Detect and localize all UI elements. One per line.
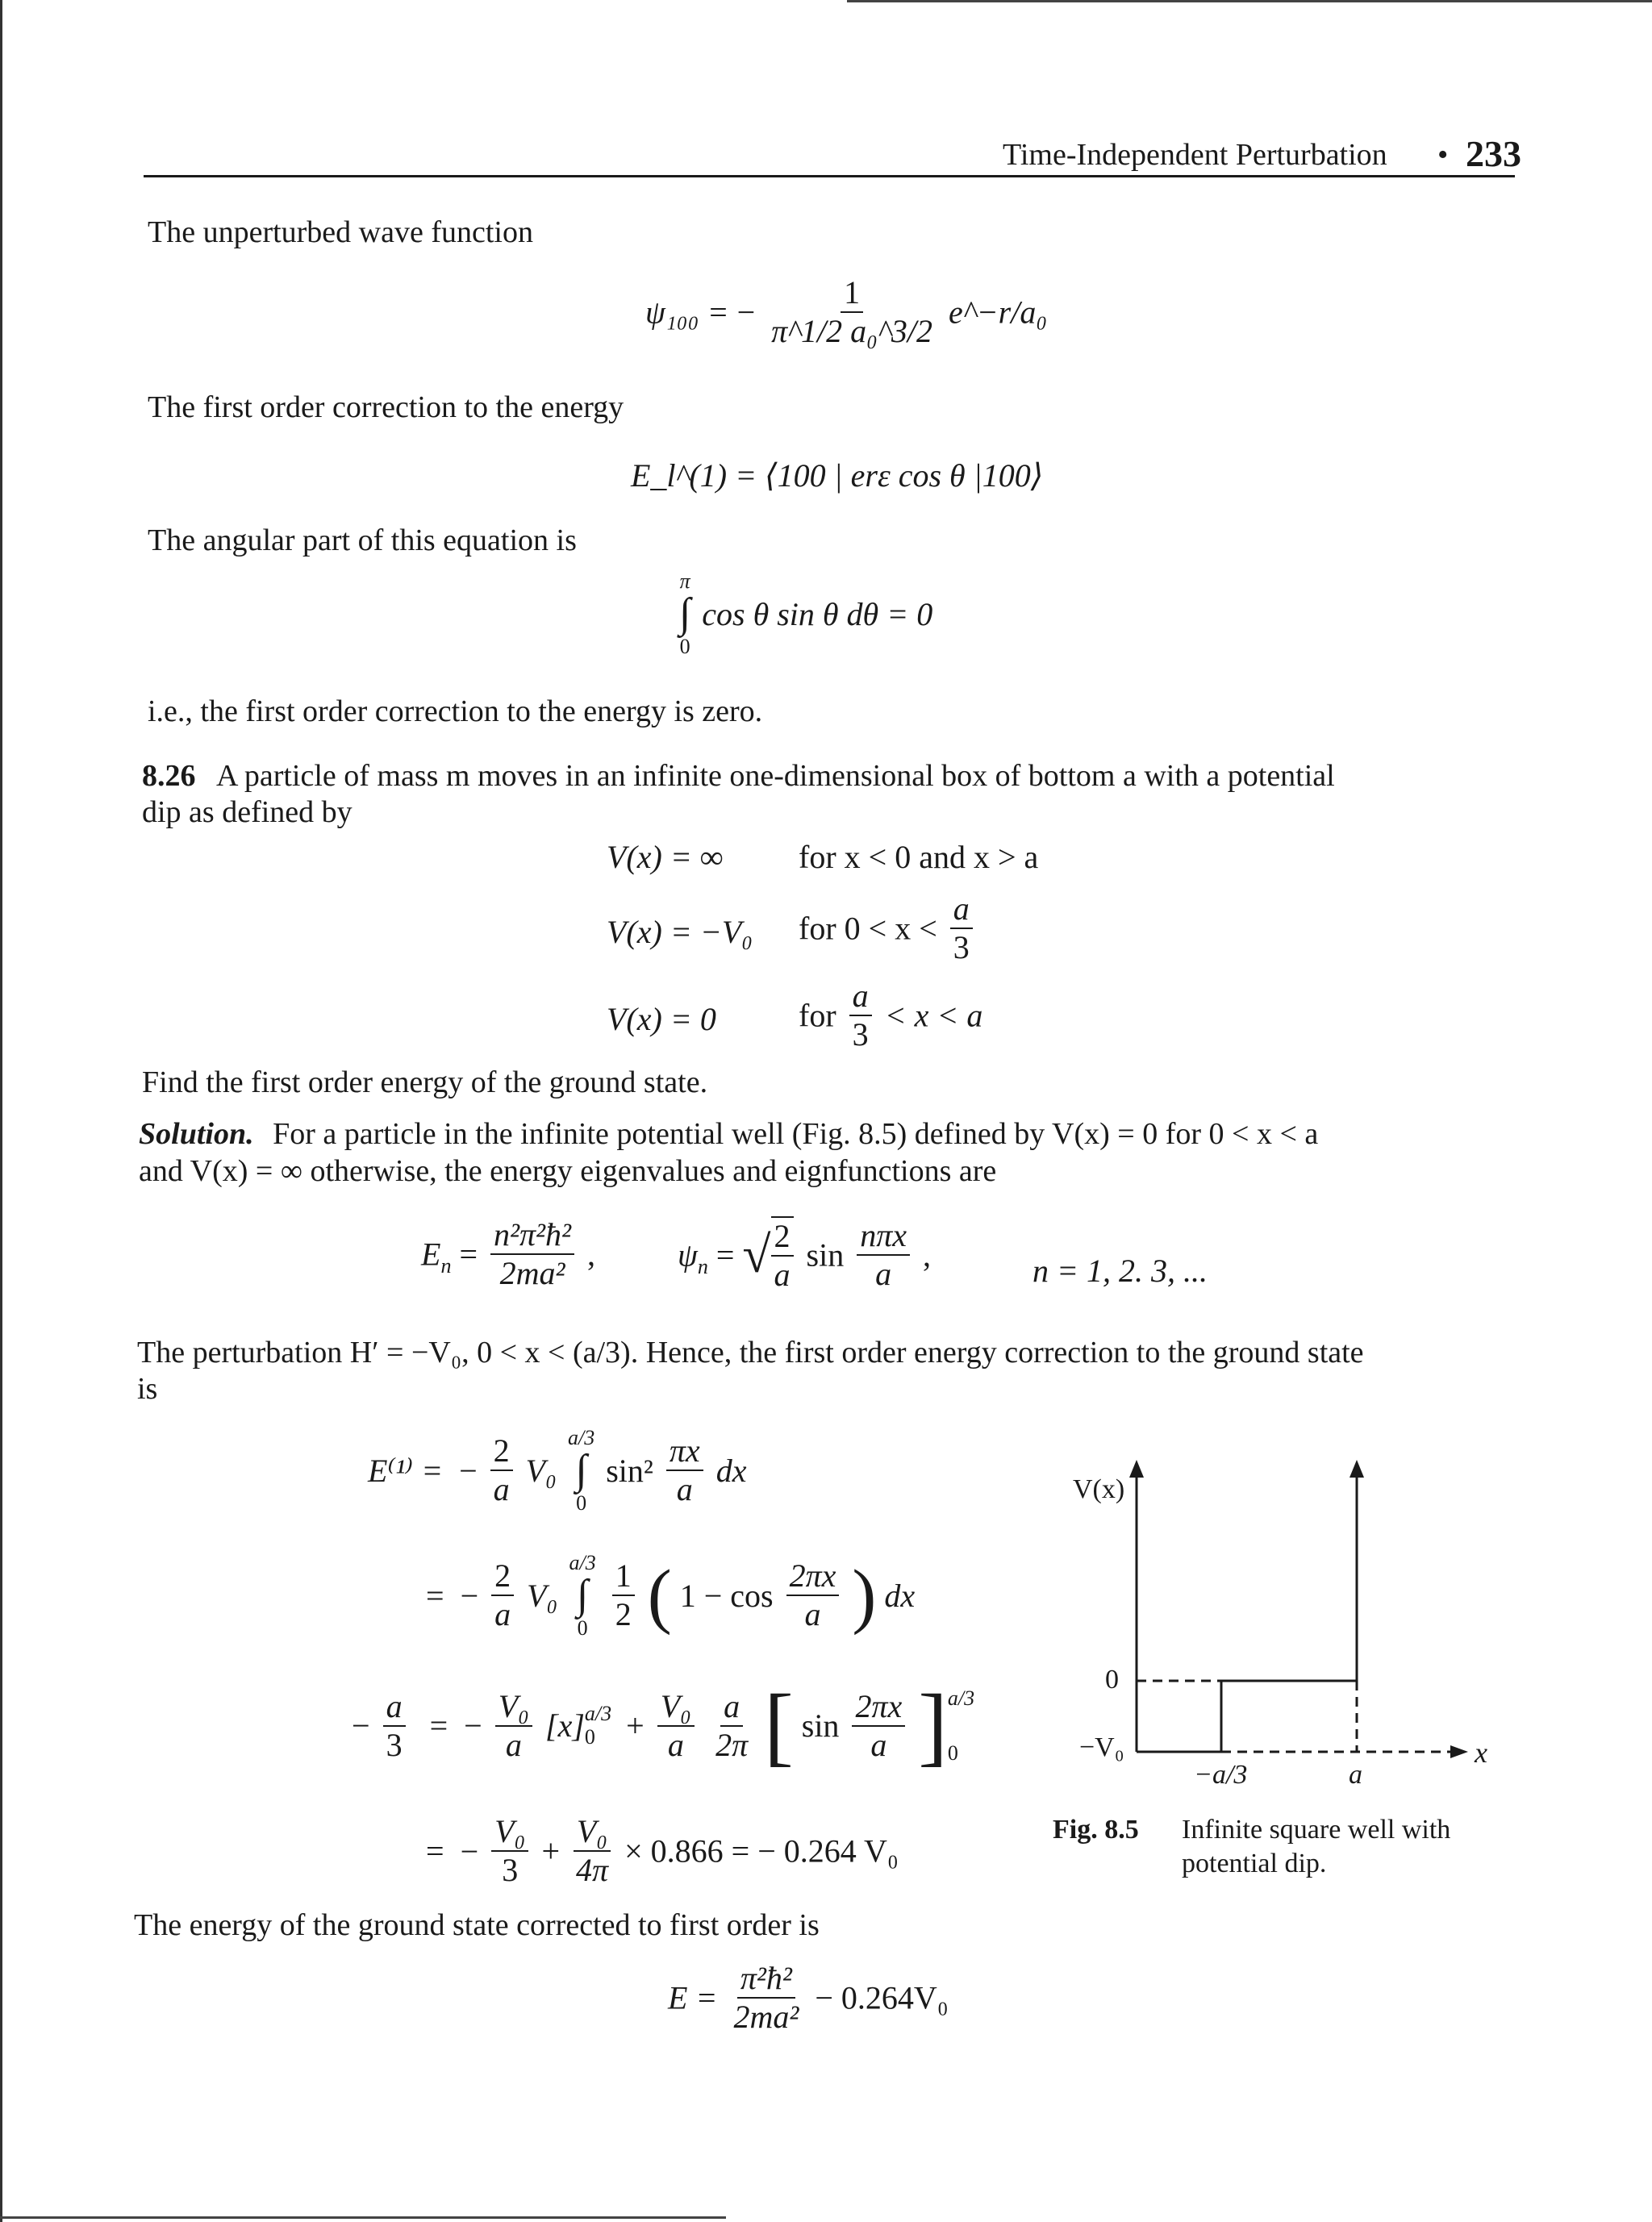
- derivation-line-3: − $\frac{a}{3}$ = − $\frac{\text{V₀}}{a}$ [x] a/3 0 + $\frac{\text{V₀}}{a}$ $\frac{a}{2\pi}$ [ sin $\frac{2\pi x}{a}$ ] a/3 0: [352, 1676, 975, 1775]
- figure-8-5: [1065, 1452, 1516, 1791]
- n-values: n = 1, 2. 3, ...: [1032, 1253, 1208, 1289]
- text-ground-state: The energy of the ground state corrected to first order is: [134, 1908, 820, 1942]
- left-bracket: [: [764, 1676, 794, 1775]
- solution-line1: Solution. For a particle in the infinite potential well (Fig. 8.5) defined by V(x) = 0 for 0 < x < a: [139, 1117, 1319, 1151]
- equation-angular-integral: π ∫ 0 cos θ sin θ dθ = 0: [679, 569, 933, 658]
- psi100-exponential: e^−r/a₀: [949, 294, 1048, 331]
- solution-label: Solution.: [139, 1117, 254, 1151]
- derivation-line-1: E⁽¹⁾ = − $\frac{2}{a}$ V₀ a/3 ∫ 0 sin² $\frac{\pi x}{a}$ dx: [368, 1426, 747, 1515]
- x-axis-label: x: [1475, 1736, 1487, 1769]
- potential-2-cond: for 0 < x < $\frac{a}{3}$: [799, 890, 978, 966]
- scan-edge-left: [0, 0, 2, 2222]
- figure-caption-line1: Infinite square well with: [1182, 1815, 1451, 1845]
- potential-3-lhs: V(x) = 0: [607, 1001, 716, 1037]
- scan-edge-top: [847, 0, 1652, 2]
- potential-well-diagram: [1065, 1452, 1516, 1791]
- right-paren: ): [852, 1555, 877, 1636]
- solution-line2: and V(x) = ∞ otherwise, the energy eigenvalues and eignfunctions are: [139, 1154, 997, 1188]
- scan-edge-bottom: [0, 2216, 726, 2219]
- problem-number: 8.26: [142, 759, 196, 793]
- psi100-lhs: ψ₁₀₀ =: [645, 294, 729, 331]
- sqrt-sign: √: [742, 1226, 771, 1283]
- derivation-line-4: = − $\frac{\text{V₀}}{3}$ + $\frac{\text{V₀}}{4\pi}$ × 0.866 = − 0.264 V₀: [426, 1813, 899, 1888]
- derivation-line-2: = − $\frac{2}{a}$ V₀ a/3 ∫ 0 $\frac{1}{2}$ ( 1 − cos $\frac{2\pi x}{a}$ ) dx: [426, 1551, 916, 1640]
- text-find: Find the first order energy of the ground state.: [142, 1065, 708, 1099]
- tick-neg-v0: −V₀: [1079, 1732, 1124, 1762]
- potential-1-lhs: V(x) = ∞: [607, 839, 724, 875]
- running-title: Time-Independent Perturbation: [1003, 138, 1387, 172]
- text-first-order: The first order correction to the energy: [148, 390, 624, 424]
- psi100-fraction: $\frac{1}{\text{π\textasciicircum{}1/2 a₀\textasciicircum{}3/2}}$: [771, 274, 933, 349]
- integral-sign: a/3 ∫ 0: [569, 1551, 596, 1640]
- integral-sign: a/3 ∫ 0: [567, 1426, 595, 1515]
- perturbation-line1: The perturbation H′ = −V₀, 0 < x < (a/3). Hence, the first order energy correction to the ground state: [137, 1336, 1364, 1369]
- header-bullet: •: [1437, 138, 1449, 172]
- x-axis-arrowhead: [1450, 1745, 1468, 1758]
- integral-sign: π ∫ 0: [679, 569, 691, 658]
- potential-2-lhs: V(x) = −V₀: [607, 914, 753, 950]
- page-number: 233: [1466, 133, 1521, 174]
- equation-final-energy: E = $\frac{\text{π²ħ²}}{\text{2ma²}}$ − 0.264V₀: [668, 1960, 949, 2035]
- potential-3-cond: for $\frac{a}{3}$ < x < a: [799, 978, 983, 1053]
- perturbation-line2: is: [137, 1372, 158, 1406]
- left-paren: (: [647, 1555, 672, 1636]
- tick-zero: 0: [1105, 1665, 1119, 1695]
- problem-8-26: 8.26 A particle of mass m moves in an infinite one-dimensional box of bottom a with a potential: [142, 759, 1335, 793]
- text-zero: i.e., the first order correction to the energy is zero.: [148, 694, 763, 728]
- equation-eigenvalues: $E_n$ = $\frac{\text{n²π²ħ²}}{\text{2ma²}}$ ,: [421, 1216, 596, 1291]
- figure-caption-line2: potential dip.: [1182, 1849, 1327, 1878]
- equation-energy-correction: E_l^(1) = ⟨100 | erε cos θ |100⟩: [631, 457, 1044, 494]
- problem-line2: dip as defined by: [142, 795, 353, 829]
- right-wall-arrowhead: [1350, 1460, 1364, 1478]
- figure-caption-label: Fig. 8.5: [1053, 1815, 1139, 1845]
- x-label-a: a: [1349, 1760, 1362, 1790]
- equation-eigenfunctions: $\psi_n$ = √ $\frac{2}{a}$ sin $\frac{\text{nπx}}{a}$ ,: [678, 1217, 932, 1293]
- y-axis-label: V(x): [1073, 1474, 1125, 1504]
- header-rule: [144, 175, 1515, 177]
- right-bracket: ]: [918, 1676, 948, 1775]
- y-axis-arrowhead: [1129, 1460, 1144, 1478]
- equation-psi100: ψ₁₀₀ = − $\frac{1}{\text{π\textasciicircum{}1/2 a₀\textasciicircum{}3/2}}$ e^−r/a₀: [645, 274, 1048, 349]
- potential-1-cond: for x < 0 and x > a: [799, 839, 1039, 875]
- text-angular: The angular part of this equation is: [148, 523, 577, 557]
- x-label-a3: −a/3: [1194, 1760, 1248, 1790]
- text-unperturbed: The unperturbed wave function: [148, 215, 533, 249]
